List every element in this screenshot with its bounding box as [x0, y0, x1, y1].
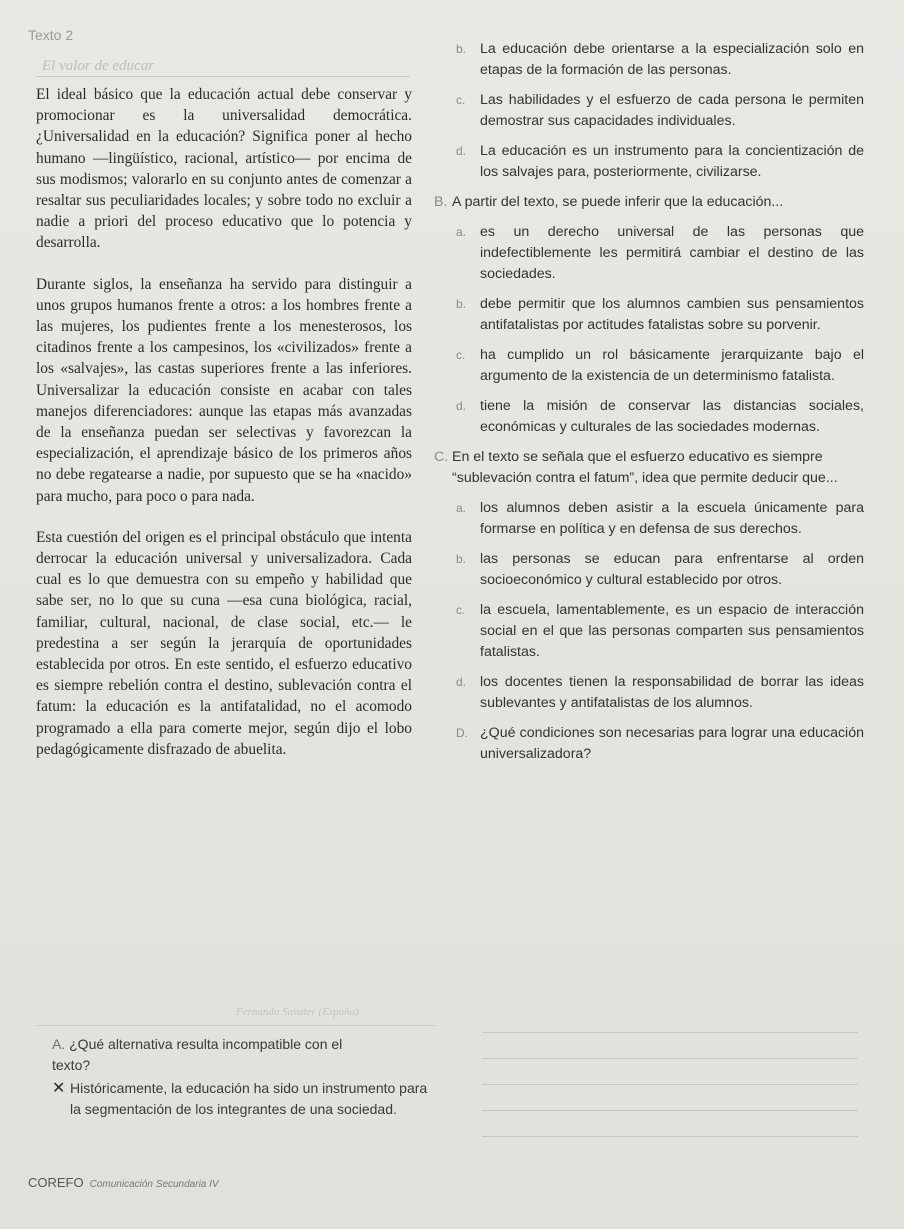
paragraph-3: Esta cuestión del origen es el principal obstáculo que intenta derrocar la educación universal y universalizadora. Cada cual es lo que demuestra con su empeño y habilidad que sabe ser, no lo que su cuna —esa cuna biológica, racial, familiar, cultural, nacional, de clase social, etc.— le predestina a ser según la jerarquía de oportunidades establecida por otros. En este sentido, el esfuerzo educativo es siempre rebelión contra el destino, sublevación contra el fatum: la educación es la antifatalidad, no el acomodo programado a ella para comerte mejor, según dijo el lobo pedagógicamente disfrazado de abuelita.: [36, 528, 412, 758]
question-b: [434, 192, 864, 213]
option-marker: c.: [456, 348, 466, 362]
question-b-letter: B.: [434, 194, 448, 210]
option-text: La educación debe orientarse a la especialización solo en etapas de la formación de las personas.: [480, 41, 864, 78]
question-a-option-b[interactable]: [434, 39, 864, 81]
cross-mark-icon: ✕: [52, 1078, 66, 1097]
option-text: la escuela, lamentablemente, es un espacio de interacción social en el que las personas comparten sus pensamientos fatalistas.: [480, 602, 864, 660]
reading-text: [36, 84, 412, 760]
option-marker: a.: [456, 501, 467, 515]
option-text: La educación es un instrumento para la concientización de los salvajes para, posteriormente, civilizarse.: [480, 143, 864, 180]
option-marker: d.: [456, 144, 467, 158]
answer-lines: [482, 1032, 858, 1162]
paragraph-1: El ideal básico que la educación actual debe conservar y promocionar es la universalidad democrática. ¿Universalidad en la educación? Significa poner al hecho humano —lingüístico, racional, artístico— por encima de sus modismos; valorarlo en su conjunto antes de comenzar a resaltar sus peculiaridades locales; y sobre todo no excluir a nadie a priori del proceso educativo que lo potencia y desarrolla.: [36, 86, 412, 252]
option-marker: b.: [456, 42, 467, 56]
option-marker: b.: [456, 297, 467, 311]
option-text: los docentes tienen la responsabilidad de borrar las ideas sublevantes y antifatalistas de los alumnos.: [480, 674, 864, 711]
question-c: [434, 447, 864, 489]
question-c-option-c[interactable]: [434, 600, 864, 663]
answer-line[interactable]: [482, 1136, 858, 1137]
option-marker: a.: [456, 225, 467, 239]
option-text: es un derecho universal de las personas que indefectiblemente les permitirá cambiar el destino de las sociedades.: [480, 224, 864, 282]
title-divider: [36, 76, 410, 77]
option-marker: c.: [456, 93, 466, 107]
answer-line[interactable]: [482, 1058, 858, 1059]
option-text: tiene la misión de conservar las distancias sociales, económicas y culturales de las sociedades modernas.: [480, 398, 864, 435]
question-a-option-d[interactable]: [434, 141, 864, 183]
option-text: los alumnos deben asistir a la escuela únicamente para formarse en política y en defensa de sus derechos.: [480, 500, 864, 537]
question-c-prompt: En el texto se señala que el esfuerzo educativo es siempre “sublevación contra el fatum”, idea que permite deducir que...: [452, 449, 838, 486]
option-text: Las habilidades y el esfuerzo de cada persona le permiten demostrar sus capacidades individuales.: [480, 92, 864, 129]
question-c-option-a[interactable]: [434, 498, 864, 540]
text-title: El valor de educar: [42, 58, 155, 74]
option-marker: c.: [456, 603, 466, 617]
option-marker: b.: [456, 552, 467, 566]
author-divider: [36, 1025, 436, 1026]
text-number-label: Texto 2: [28, 27, 74, 43]
question-a-prompt-2: texto?: [52, 1057, 91, 1073]
question-d: [434, 723, 864, 765]
footer-subtitle: Comunicación Secundaria IV: [89, 1179, 219, 1190]
question-a-prompt-1: ¿Qué alternativa resulta incompatible con el: [69, 1036, 343, 1052]
questions-column: [434, 39, 864, 774]
question-c-option-b[interactable]: [434, 549, 864, 591]
answer-line[interactable]: [482, 1084, 858, 1085]
answer-line[interactable]: [482, 1110, 858, 1111]
option-text: debe permitir que los alumnos cambien sus pensamientos antifatalistas por actitudes fatalistas sobre su porvenir.: [480, 296, 864, 333]
question-b-option-d[interactable]: [434, 396, 864, 438]
option-text: las personas se educan para enfrentarse al orden socioeconómico y cultural establecido por otros.: [480, 551, 864, 588]
question-b-prompt: A partir del texto, se puede inferir que la educación...: [452, 194, 784, 210]
paragraph-2: Durante siglos, la enseñanza ha servido para distinguir a unos grupos humanos frente a otros: a los hombres frente a las mujeres, los pudientes frente a los menesterosos, los citadinos frente a los campesinos, los «civilizados» frente a los «salvajes», las castas superiores frente a las inferiores. Universalizar la educación consiste en acabar con tales manejos diferenciadores: aunque las etapas más avanzadas de la enseñanza puedan ser selectivas y favorezcan la especialización, el aprendizaje básico de los primeros años no debe regatearse a nadie, por supuesto que se ha «nacido» para mucho, para poco o para nada.: [36, 275, 412, 505]
answer-line[interactable]: [482, 1032, 858, 1033]
option-marker: d.: [456, 675, 467, 689]
question-a-prompt-line-1: [52, 1034, 432, 1055]
question-c-option-d[interactable]: [434, 672, 864, 714]
question-b-option-b[interactable]: [434, 294, 864, 336]
question-c-letter: C.: [434, 449, 449, 465]
option-text: ha cumplido un rol básicamente jerarquizante bajo el argumento de la existencia de un determinismo fatalista.: [480, 347, 864, 384]
footer-brand: COREFO: [28, 1175, 84, 1190]
option-marker: d.: [456, 399, 467, 413]
footer: [28, 1175, 219, 1190]
question-d-prompt: ¿Qué condiciones son necesarias para lograr una educación universalizadora?: [480, 725, 864, 762]
question-b-option-a[interactable]: [434, 222, 864, 285]
question-a-option-a-text: Históricamente, la educación ha sido un instrumento para la segmentación de los integrantes de una sociedad.: [70, 1080, 428, 1117]
question-d-letter: D.: [456, 726, 468, 740]
question-a-option-a[interactable]: [52, 1078, 432, 1120]
question-a-option-c[interactable]: [434, 90, 864, 132]
question-a: [52, 1034, 432, 1120]
author-credit: Fernando Savater (España): [236, 1006, 359, 1018]
question-b-option-c[interactable]: [434, 345, 864, 387]
question-a-letter: A.: [52, 1036, 66, 1052]
